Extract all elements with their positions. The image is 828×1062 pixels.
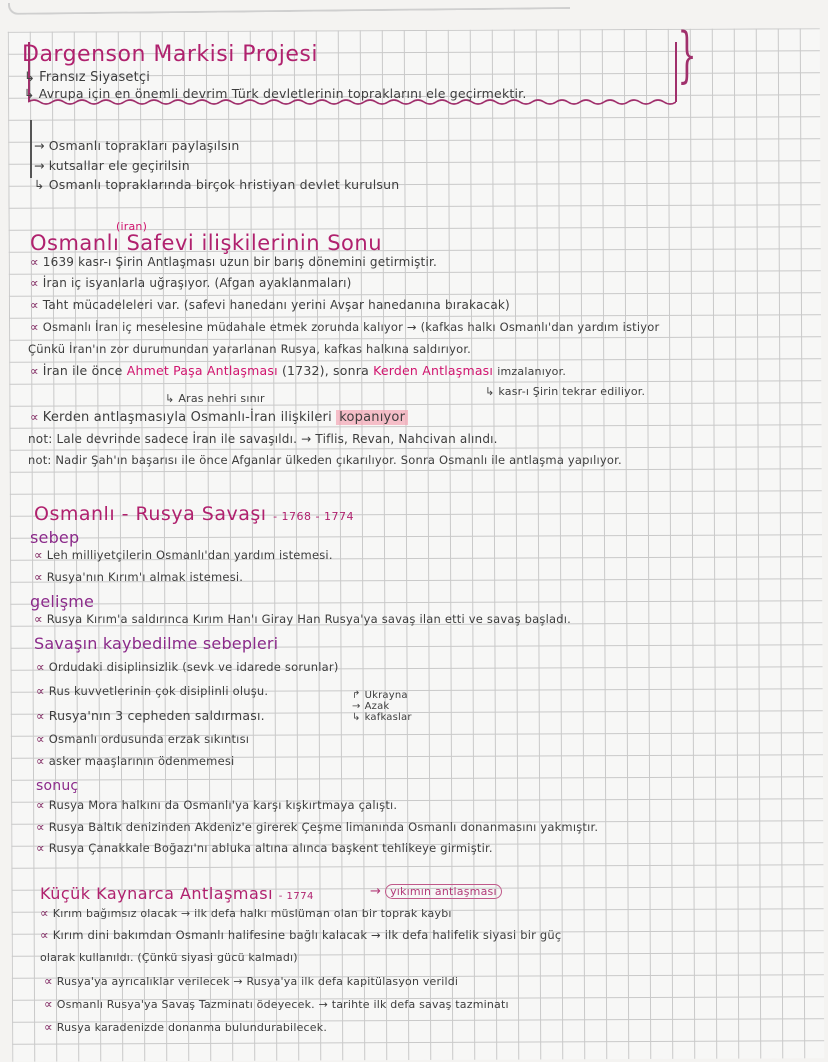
section3-years: - 1768 - 1774 xyxy=(273,510,354,523)
curly-brace-icon: } xyxy=(677,20,697,90)
bullet-text: Rusya'nın 3 cepheden saldırması. xyxy=(48,708,265,723)
bullet-text: Taht mücadeleleri var. (safevi hanedanı yerini Avşar hanedanına bırakacak) xyxy=(42,298,510,312)
section4-bullet xyxy=(44,997,509,1011)
bullet-icon: ∝ xyxy=(36,660,45,674)
gelisme-label: gelişme xyxy=(30,592,95,611)
bullet-text: asker maaşlarının ödenmemesi xyxy=(48,754,235,768)
front-text: kafkaslar xyxy=(364,712,412,723)
bullet-icon: ∝ xyxy=(36,732,45,746)
treaty-year: (1732), sonra xyxy=(281,363,369,378)
sebep-item xyxy=(34,548,333,562)
bullet-icon: ∝ xyxy=(30,320,39,334)
bullet-icon: ∝ xyxy=(36,684,45,698)
section1-item-text: kutsallar ele geçirilsin xyxy=(48,158,190,173)
arrow-icon: ↳ xyxy=(24,86,35,101)
bullet-text: Rusya Mora halkını da Osmanlı'ya karşı kışkırtmaya çalıştı. xyxy=(48,798,398,812)
section2-bullet xyxy=(30,255,437,269)
note-line: not: Nadir Şah'ın başarısı ile önce Afganlar ülkeden çıkarılıyor. Sonra Osmanlı ile antlaşma yapılıyor. xyxy=(28,453,622,467)
section2-title-part2: ilişkilerinin Sonu xyxy=(201,231,383,255)
section2-title-safevi: Safevi xyxy=(126,231,195,255)
section1-title: Dargenson Markisi Projesi xyxy=(22,42,318,67)
arrow-icon: → xyxy=(34,138,45,153)
sonuc-item xyxy=(36,820,598,834)
front-text: Azak xyxy=(364,701,390,712)
kaybedilme-item xyxy=(36,732,249,746)
sebep-item xyxy=(34,570,243,584)
bullet-icon: ∝ xyxy=(30,276,39,290)
highlighted-word: kopanıyor xyxy=(336,410,408,425)
arrow-icon: → xyxy=(352,701,361,712)
cloud-note-text: yıkımın antlaşması xyxy=(385,884,502,899)
bullet-icon: ∝ xyxy=(36,820,45,834)
bullet-icon: ∝ xyxy=(36,754,45,768)
bullet-text: Kırım bağımsız olacak → ilk defa halkı müslüman olan bir toprak kaybı xyxy=(52,907,452,920)
section4-bullet xyxy=(40,928,561,942)
treaty-note-kasr xyxy=(485,385,645,398)
section2-bullet xyxy=(30,276,352,290)
bullet-text: İran iç isyanlarla uğraşıyor. (Afgan ayaklanmaları) xyxy=(42,276,352,290)
treaty-ahmet-pasa: Ahmet Paşa Antlaşması xyxy=(126,363,278,378)
note-text: kasr-ı Şirin tekrar ediliyor. xyxy=(498,385,646,398)
bullet-text: Rusya karadenizde donanma bulundurabilecek. xyxy=(56,1021,328,1034)
section4-title-text: Küçük Kaynarca Antlaşması xyxy=(40,884,274,903)
bullet-text: Rusya'nın Kırım'ı almak istemesi. xyxy=(46,570,244,584)
bullet-icon: ∝ xyxy=(30,298,39,312)
bullet-text: Kırım dini bakımdan Osmanlı halifesine bağlı kalacak → ilk defa halifelik siyasi bir güç xyxy=(52,928,562,942)
treaty-line xyxy=(30,363,566,378)
kaybedilme-item xyxy=(36,660,339,674)
bullet-icon: ∝ xyxy=(40,906,49,920)
arrow-icon: ↳ xyxy=(352,712,361,723)
bullet-icon: ∝ xyxy=(30,410,39,424)
bullet-text: Rusya Baltık denizinden Akdeniz'e girerek Çeşme limanında Osmanlı donanmasını yakmıştır. xyxy=(48,820,599,834)
section1-subtitle: Fransız Siyasetçi xyxy=(39,70,151,85)
bullet-icon: ∝ xyxy=(34,548,43,562)
bullet-icon: ∝ xyxy=(40,928,49,942)
section4-year: - 1774 xyxy=(278,891,314,902)
note-line: not: Lale devrinde sadece İran ile savaşıldı. → Tiflis, Revan, Nahcivan alındı. xyxy=(28,432,498,446)
section2-bullet xyxy=(30,298,510,312)
section1-note-row xyxy=(24,86,527,101)
kaybedilme-item xyxy=(36,708,265,723)
section1-item xyxy=(34,177,399,192)
bullet-icon: ∝ xyxy=(36,709,45,723)
kaybedilme-item xyxy=(36,684,268,698)
arrow-icon: ↳ xyxy=(165,392,175,405)
kaybedilme-label: Savaşın kaybedilme sebepleri xyxy=(34,634,279,653)
section1-subtitle-row xyxy=(24,70,150,85)
section1-item-text: Osmanlı topraklarında birçok hristiyan devlet kurulsun xyxy=(48,177,400,192)
note-text: Aras nehri sınır xyxy=(178,392,265,405)
bullet-icon: ∝ xyxy=(30,364,39,378)
kerden-line xyxy=(30,410,408,425)
section3-title xyxy=(34,503,354,525)
section1-item xyxy=(34,138,239,153)
section1-note: Avrupa için en önemli devrim Türk devletlerinin topraklarını ele geçirmektir. xyxy=(38,86,527,101)
section1-item-text: Osmanlı toprakları paylaşılsın xyxy=(48,138,240,153)
bullet-icon: ∝ xyxy=(36,798,45,812)
cloud-note xyxy=(370,884,502,899)
treaty-kerden: Kerden Antlaşması xyxy=(373,363,494,378)
bracket-line xyxy=(30,120,32,178)
gelisme-item xyxy=(34,612,571,626)
section4-title xyxy=(40,884,314,903)
arrow-icon: → xyxy=(370,884,382,899)
section4-bullet xyxy=(44,974,458,988)
section4-bullet xyxy=(40,906,452,920)
arrow-icon: ↳ xyxy=(485,385,495,398)
bullet-text: Osmanlı İran iç meselesine müdahale etmek zorunda kalıyor → (kafkas halkı Osmanlı'dan yardım istiyor xyxy=(42,320,660,334)
bullet-icon: ∝ xyxy=(30,255,39,269)
bullet-icon: ∝ xyxy=(44,974,53,988)
section2-annotation: (iran) xyxy=(116,220,148,233)
sonuc-item xyxy=(36,841,493,855)
arrow-icon: → xyxy=(34,158,45,173)
sonuc-item xyxy=(36,798,397,812)
bullet-text: Osmanlı ordusunda erzak sıkıntısı xyxy=(48,732,250,746)
treaty-suffix: imzalanıyor. xyxy=(497,365,567,378)
bullet-icon: ∝ xyxy=(36,841,45,855)
sebep-label: sebep xyxy=(30,528,80,547)
bullet-icon: ∝ xyxy=(34,570,43,584)
kerden-text: Kerden antlaşmasıyla Osmanlı-İran ilişkileri xyxy=(42,410,332,425)
arrow-icon: ↱ xyxy=(352,690,361,701)
section2-bullet xyxy=(30,320,659,334)
bullet-text: 1639 kasr-ı Şirin Antlaşması uzun bir barış dönemini getirmiştir. xyxy=(42,255,438,269)
treaty-note-aras xyxy=(165,392,265,405)
section3-title-text: Osmanlı - Rusya Savaşı xyxy=(34,503,267,525)
bullet-text: Ordudaki disiplinsizlik (sevk ve idarede sorunlar) xyxy=(48,660,339,674)
bullet-text: Rusya Çanakkale Boğazı'nı abluka altına alınca başkent tehlikeye girmiştir. xyxy=(48,841,493,855)
fronts-note xyxy=(352,690,412,723)
section1-item xyxy=(34,158,190,173)
bullet-text: Osmanlı Rusya'ya Savaş Tazminatı ödeyecek. → tarihte ilk defa savaş tazminatı xyxy=(56,998,509,1011)
arrow-icon: ↳ xyxy=(34,177,45,192)
sonuc-label: sonuç xyxy=(36,778,79,794)
bullet-text: Leh milliyetçilerin Osmanlı'dan yardım istemesi. xyxy=(46,548,333,562)
arrow-icon: ↳ xyxy=(24,70,36,85)
treaty-prefix: İran ile önce xyxy=(42,363,123,378)
bullet-text: Rusya'ya ayrıcalıklar verilecek → Rusya'ya ilk defa kapitülasyon verildi xyxy=(56,975,459,988)
section4-continuation: olarak kullanıldı. (Çünkü siyasi gücü kalmadı) xyxy=(40,951,298,964)
section2-continuation: Çünkü İran'ın zor durumundan yararlanan Rusya, kafkas halkına saldırıyor. xyxy=(28,342,472,356)
section4-bullet xyxy=(44,1020,327,1034)
bullet-icon: ∝ xyxy=(34,612,43,626)
bullet-text: Rus kuvvetlerinin çok disiplinli oluşu. xyxy=(48,684,269,698)
front-text: Ukrayna xyxy=(364,690,408,701)
bullet-icon: ∝ xyxy=(44,1020,53,1034)
section2-title-part1: Osmanlı xyxy=(30,231,120,255)
bullet-icon: ∝ xyxy=(44,997,53,1011)
bullet-text: Rusya Kırım'a saldırınca Kırım Han'ı Giray Han Rusya'ya savaş ilan etti ve savaş başladı. xyxy=(46,612,571,626)
kaybedilme-item xyxy=(36,754,234,768)
section2-title xyxy=(30,231,382,255)
